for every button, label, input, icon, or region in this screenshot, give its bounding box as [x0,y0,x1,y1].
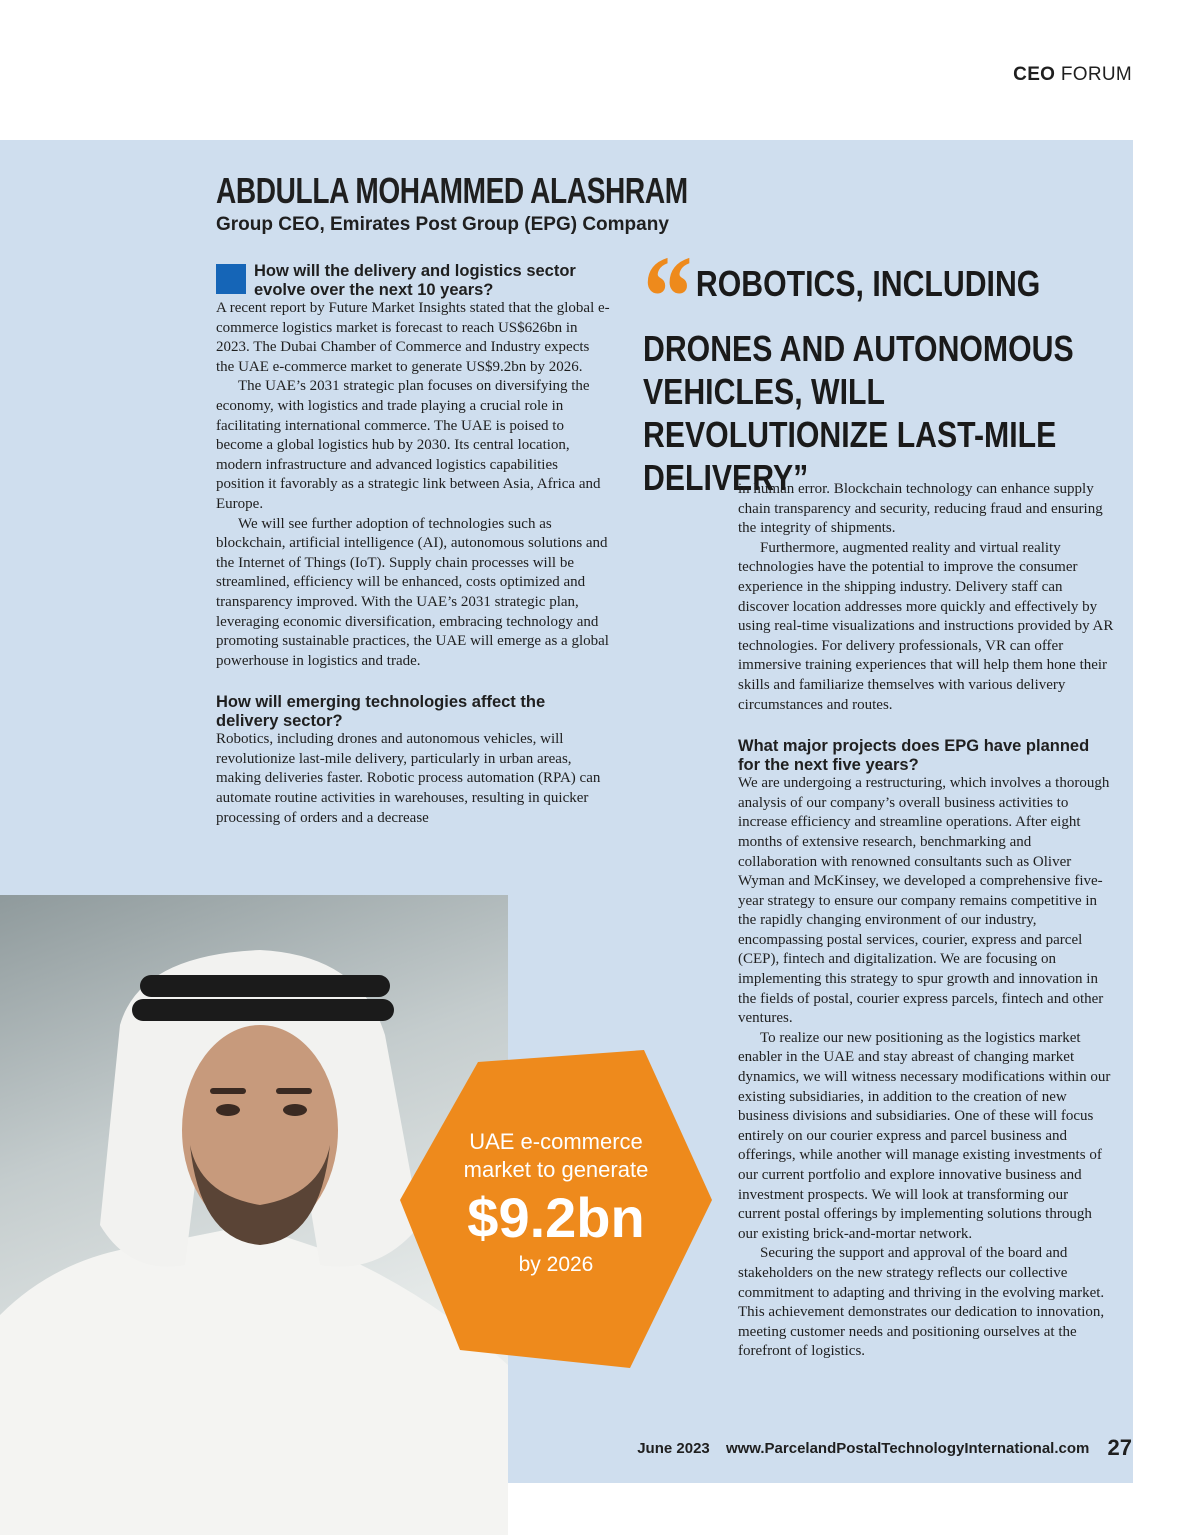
paragraph: We are undergoing a restructuring, which involves a thorough analysis of our company’s overall business activities to increase efficiency and streamline operations. After eight months of extensive research, benchmarking and collaboration with renowned consultants such as Oliver Wyman and McKinsey, we developed a comprehensive five-year strategy to ensure our company remains competitive in the rapidly changing environment of our industry, encompassing postal services, courier, express and parcel (CEP), fintech and digitalization. We are focusing on implementing this strategy to spur growth and innovation in the fields of postal, courier express parcels, fintech and other ventures. [738,775,1110,1027]
section-label-light: FORUM [1060,64,1132,85]
paragraph: Securing the support and approval of the board and stakeholders on the new strategy reflects our collective commitment to adapting and thriving in the evolving market. This achievement demonstrates our dedication to innovation, meeting customer needs and positioning ourselves at the forefront of logistics. [738,1245,1105,1360]
paragraph: Furthermore, augmented reality and virtual reality technologies have the potential to improve the consumer experience in the shipping industry. Delivery staff can discover location addresses more quickly and effectively by using real-time visualizations and instructions provided by AR technologies. For delivery professionals, VR can offer immersive training experiences that will help them hone their skills and familiarize themselves with various delivery circumstances and routes. [738,539,1114,713]
right-column [738,480,1114,1362]
pull-quote-text: ROBOTICS, INCLUDING DRONES AND AUTONOMOUS VEHICLES, WILL REVOLUTIONIZE LAST-MILE DELIVERY” [643,263,1074,498]
paragraph: To realize our new positioning as the logistics market enabler in the UAE and stay abreast of changing market dynamics, we will witness necessary modifications within our existing subsidiaries, in addition to the creation of new business divisions and subsidiaries. One of these will focus entirely on our courier express and parcel business and offerings, while another will manage existing investments of our current portfolio and explore innovative business and investment prospects. We will look at transforming our current postal offerings by implementing solutions through our existing brick-and-mortar network. [738,1029,1111,1242]
section-label [1013,64,1132,86]
paragraph: The UAE’s 2031 strategic plan focuses on diversifying the economy, with logistics and trade playing a crucial role in facilitating international commerce. The UAE is poised to become a global logistics hub by 2030. Its central location, modern infrastructure and advanced logistics capabilities position it favorably as a strategic link between Asia, Africa and Europe. [216,378,601,512]
section-label-bold: CEO [1013,64,1056,85]
stat-badge-value: $9.2bn [467,1186,645,1249]
left-column [216,262,610,828]
question-1 [216,262,610,299]
paragraph: A recent report by Future Market Insights stated that the global e-commerce logistics market is forecast to reach US$626bn in 2023. The Dubai Chamber of Commerce and Industry expects the UAE e-commerce market to generate US$9.2bn by 2026. [216,300,610,375]
blue-square-marker [216,264,246,294]
stat-badge-line-3: by 2026 [518,1253,594,1276]
footer-date: June 2023 [637,1440,710,1457]
person-role: Group CEO, Emirates Post Group (EPG) Company [216,214,669,235]
paragraph: in human error. Blockchain technology can enhance supply chain transparency and security, reducing fraud and ensuring the integrity of shipments. [738,481,1103,537]
stat-badge-line-2: market to generate [463,1157,649,1182]
paragraph: Robotics, including drones and autonomous vehicles, will revolutionize last-mile delivery, particularly in urban areas, making deliveries faster. Robotic process automation (RPA) can automate routine activities in warehouses, resulting in quicker processing of orders and a decrease [216,731,601,826]
stat-badge-label [400,1128,712,1184]
question-3: What major projects does EPG have planned for the next five years? [738,737,1090,774]
page-footer [637,1435,1132,1461]
question-1-text: How will the delivery and logistics sector evolve over the next 10 years? [254,262,576,299]
person-name: ABDULLA MOHAMMED ALASHRAM [216,170,688,211]
stat-badge-line-1: UAE e-commerce [469,1129,643,1154]
question-2: How will emerging technologies affect the delivery sector? [216,693,546,730]
page-number: 27 [1107,1435,1132,1460]
quote-mark-icon: “ [643,231,688,362]
pull-quote [643,231,1097,499]
footer-url: www.ParcelandPostalTechnologyInternational.com [725,1440,1090,1457]
paragraph: We will see further adoption of technologies such as blockchain, artificial intelligence (AI), autonomous solutions and the Internet of Things (IoT). Supply chain processes will be streamlined, efficiency will be enhanced, costs optimized and transparency improved. With the UAE’s 2031 strategic plan, leveraging economic diversification, embracing technology and promoting sustainable practices, the UAE will emerge as a global powerhouse in logistics and trade. [216,515,609,669]
